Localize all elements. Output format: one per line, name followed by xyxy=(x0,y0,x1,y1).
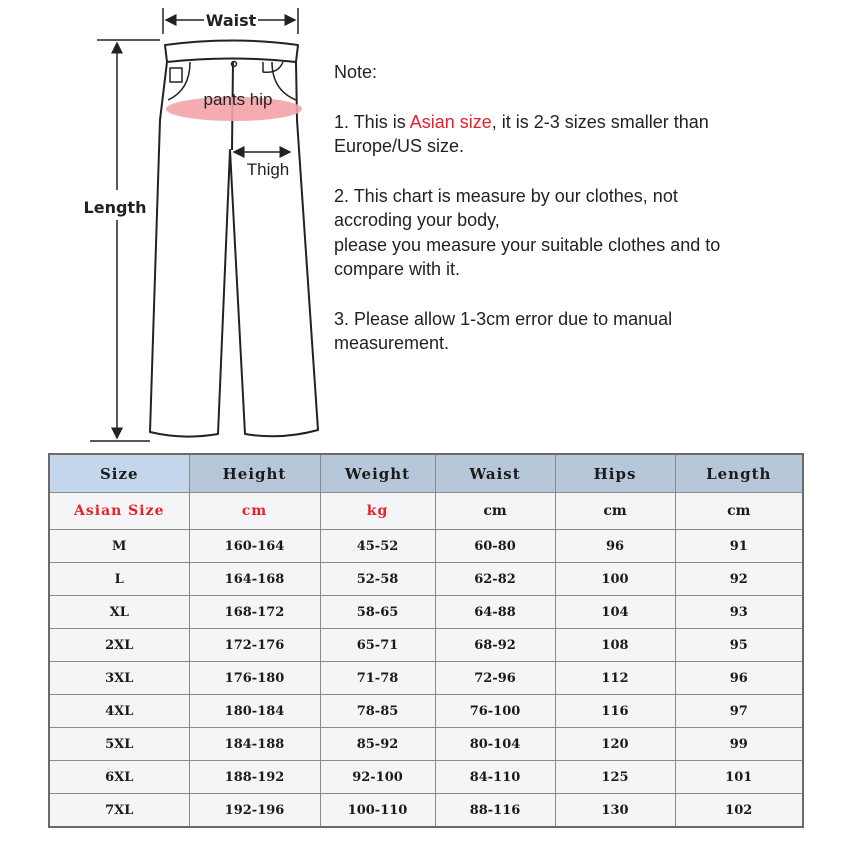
cell-weight: 92-100 xyxy=(320,761,435,794)
cell-weight: 52-58 xyxy=(320,563,435,596)
cell-length: 93 xyxy=(675,596,803,629)
cell-height: 172-176 xyxy=(189,629,320,662)
unit-asian-size: Asian Size xyxy=(49,493,189,530)
header-hips: Hips xyxy=(555,454,675,493)
cell-waist: 76-100 xyxy=(435,695,555,728)
table-row xyxy=(49,695,803,728)
cell-length: 102 xyxy=(675,794,803,828)
cell-hips: 120 xyxy=(555,728,675,761)
header-waist: Waist xyxy=(435,454,555,493)
note-1-asian-size: Asian size xyxy=(409,111,492,132)
cell-size: 5XL xyxy=(49,728,189,761)
cell-size: XL xyxy=(49,596,189,629)
cell-length: 91 xyxy=(675,530,803,563)
cell-length: 99 xyxy=(675,728,803,761)
cell-height: 188-192 xyxy=(189,761,320,794)
cell-size: 4XL xyxy=(49,695,189,728)
unit-height: cm xyxy=(189,493,320,530)
cell-weight: 100-110 xyxy=(320,794,435,828)
length-label: Length xyxy=(83,198,147,217)
note-3-line-2: measurement. xyxy=(334,333,450,353)
size-chart-table xyxy=(48,453,804,828)
cell-hips: 125 xyxy=(555,761,675,794)
table-row xyxy=(49,662,803,695)
note-1-line-2: Europe/US size. xyxy=(334,136,465,156)
cell-weight: 78-85 xyxy=(320,695,435,728)
notes-heading: Note: xyxy=(334,62,378,82)
table-row xyxy=(49,530,803,563)
thigh-label: Thigh xyxy=(246,160,290,179)
cell-weight: 71-78 xyxy=(320,662,435,695)
header-height: Height xyxy=(189,454,320,493)
cell-size: 2XL xyxy=(49,629,189,662)
cell-hips: 116 xyxy=(555,695,675,728)
cell-hips: 108 xyxy=(555,629,675,662)
cell-length: 97 xyxy=(675,695,803,728)
note-2-line-4: compare with it. xyxy=(334,259,461,279)
cell-waist: 80-104 xyxy=(435,728,555,761)
cell-waist: 68-92 xyxy=(435,629,555,662)
note-2-line-2: accroding your body, xyxy=(334,210,500,230)
cell-height: 164-168 xyxy=(189,563,320,596)
table-row xyxy=(49,596,803,629)
cell-hips: 96 xyxy=(555,530,675,563)
cell-length: 101 xyxy=(675,761,803,794)
cell-length: 92 xyxy=(675,563,803,596)
cell-length: 96 xyxy=(675,662,803,695)
cell-size: L xyxy=(49,563,189,596)
note-1 xyxy=(334,110,834,135)
cell-waist: 72-96 xyxy=(435,662,555,695)
cell-waist: 64-88 xyxy=(435,596,555,629)
cell-size: 3XL xyxy=(49,662,189,695)
cell-waist: 88-116 xyxy=(435,794,555,828)
unit-waist: cm xyxy=(435,493,555,530)
cell-waist: 84-110 xyxy=(435,761,555,794)
cell-size: M xyxy=(49,530,189,563)
cell-hips: 104 xyxy=(555,596,675,629)
table-row xyxy=(49,563,803,596)
cell-weight: 85-92 xyxy=(320,728,435,761)
cell-weight: 65-71 xyxy=(320,629,435,662)
unit-weight: kg xyxy=(320,493,435,530)
cell-size: 6XL xyxy=(49,761,189,794)
header-weight: Weight xyxy=(320,454,435,493)
cell-size: 7XL xyxy=(49,794,189,828)
unit-length: cm xyxy=(675,493,803,530)
size-notes xyxy=(334,60,834,356)
table-header-row xyxy=(49,454,803,493)
cell-hips: 100 xyxy=(555,563,675,596)
table-row xyxy=(49,629,803,662)
cell-weight: 45-52 xyxy=(320,530,435,563)
cell-length: 95 xyxy=(675,629,803,662)
cell-waist: 62-82 xyxy=(435,563,555,596)
cell-height: 192-196 xyxy=(189,794,320,828)
cell-weight: 58-65 xyxy=(320,596,435,629)
cell-height: 184-188 xyxy=(189,728,320,761)
table-row xyxy=(49,794,803,828)
cell-height: 176-180 xyxy=(189,662,320,695)
header-size: Size xyxy=(49,454,189,493)
unit-hips: cm xyxy=(555,493,675,530)
note-1-text-cont: , it is 2-3 sizes smaller than xyxy=(491,111,709,132)
pants-diagram xyxy=(0,0,330,450)
hip-label: pants hip xyxy=(203,90,273,109)
cell-hips: 112 xyxy=(555,662,675,695)
note-2: 2. This chart is measure by our clothes, not xyxy=(334,185,678,206)
length-measure-arrow xyxy=(90,40,160,441)
header-length: Length xyxy=(675,454,803,493)
waist-label: Waist xyxy=(205,11,257,30)
units-row xyxy=(49,493,803,530)
note-3: 3. Please allow 1-3cm error due to manual xyxy=(334,308,673,329)
table-row xyxy=(49,761,803,794)
cell-height: 160-164 xyxy=(189,530,320,563)
cell-waist: 60-80 xyxy=(435,530,555,563)
table-row xyxy=(49,728,803,761)
note-2-line-3: please you measure your suitable clothes and to xyxy=(334,234,721,255)
cell-height: 168-172 xyxy=(189,596,320,629)
cell-hips: 130 xyxy=(555,794,675,828)
note-1-text: 1. This is xyxy=(334,111,410,132)
cell-height: 180-184 xyxy=(189,695,320,728)
